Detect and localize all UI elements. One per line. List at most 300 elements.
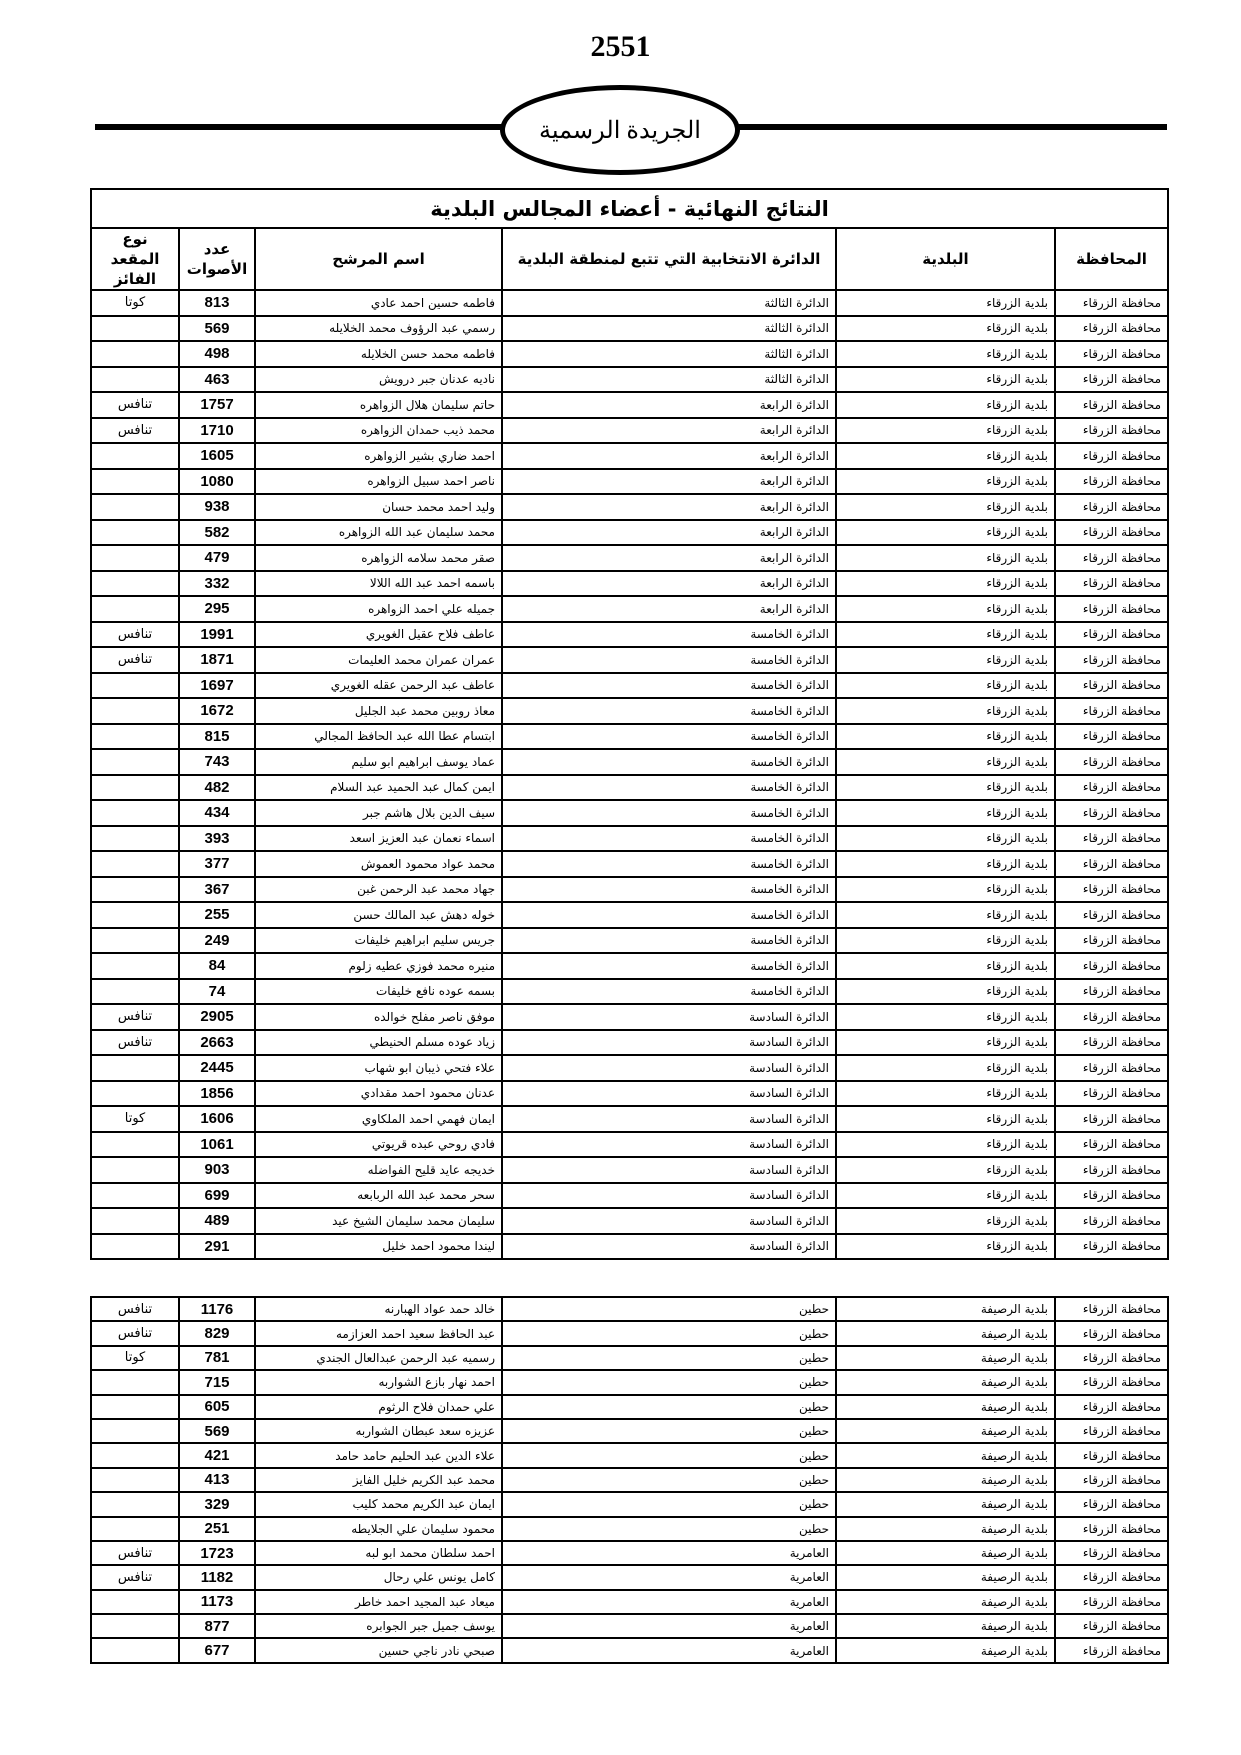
votes-cell: 2905 bbox=[179, 1004, 255, 1030]
seat-type-cell bbox=[91, 800, 179, 826]
votes-cell: 1173 bbox=[179, 1590, 255, 1614]
table-row bbox=[91, 1321, 1168, 1345]
candidate-name-cell: محمود سليمان علي الجلايطه bbox=[255, 1517, 502, 1541]
seat-type-cell bbox=[91, 877, 179, 903]
circle-cell: الدائرة الخامسة bbox=[502, 953, 836, 979]
candidate-name-cell: ابتسام عطا الله عبد الحافظ المجالي bbox=[255, 724, 502, 750]
candidate-name-cell: عاطف عبد الرحمن عقله الغويري bbox=[255, 673, 502, 699]
candidate-name-cell: موفق ناصر مفلح خوالده bbox=[255, 1004, 502, 1030]
circle-cell: حطين bbox=[502, 1370, 836, 1394]
seat-type-cell: تنافس bbox=[91, 392, 179, 418]
circle-cell: حطين bbox=[502, 1419, 836, 1443]
circle-cell: العامرية bbox=[502, 1541, 836, 1565]
municipality-cell: بلدية الزرقاء bbox=[836, 392, 1055, 418]
table-row bbox=[91, 826, 1168, 852]
seat-type-cell bbox=[91, 749, 179, 775]
candidate-name-cell: ايمن كمال عبد الحميد عبد السلام bbox=[255, 775, 502, 801]
votes-cell: 582 bbox=[179, 520, 255, 546]
seat-type-cell bbox=[91, 571, 179, 597]
table-row bbox=[91, 775, 1168, 801]
seat-type-cell: تنافس bbox=[91, 1030, 179, 1056]
circle-cell: الدائرة الخامسة bbox=[502, 877, 836, 903]
votes-cell: 291 bbox=[179, 1234, 255, 1260]
votes-cell: 699 bbox=[179, 1183, 255, 1209]
governorate-cell: محافظة الزرقاء bbox=[1055, 443, 1168, 469]
circle-cell: الدائرة الخامسة bbox=[502, 800, 836, 826]
table-title: النتائج النهائية - أعضاء المجالس البلدية bbox=[91, 189, 1168, 228]
candidate-name-cell: باسمه احمد عبد الله اللالا bbox=[255, 571, 502, 597]
seat-type-cell bbox=[91, 1234, 179, 1260]
circle-cell: الدائرة الرابعة bbox=[502, 596, 836, 622]
seat-type-cell bbox=[91, 826, 179, 852]
votes-cell: 84 bbox=[179, 953, 255, 979]
candidate-name-cell: محمد عواد محمود العموش bbox=[255, 851, 502, 877]
municipality-cell: بلدية الزرقاء bbox=[836, 647, 1055, 673]
governorate-cell: محافظة الزرقاء bbox=[1055, 1081, 1168, 1107]
circle-cell: العامرية bbox=[502, 1565, 836, 1589]
table-row bbox=[91, 367, 1168, 393]
governorate-cell: محافظة الزرقاء bbox=[1055, 749, 1168, 775]
circle-cell: حطين bbox=[502, 1517, 836, 1541]
votes-cell: 2445 bbox=[179, 1055, 255, 1081]
table-row bbox=[91, 1030, 1168, 1056]
governorate-cell: محافظة الزرقاء bbox=[1055, 877, 1168, 903]
votes-cell: 74 bbox=[179, 979, 255, 1005]
table-row bbox=[91, 1208, 1168, 1234]
seat-type-cell: تنافس bbox=[91, 418, 179, 444]
seat-type-cell: تنافس bbox=[91, 1297, 179, 1321]
circle-cell: الدائرة الثالثة bbox=[502, 316, 836, 342]
candidate-name-cell: يوسف جميل جبر الجوابره bbox=[255, 1614, 502, 1638]
governorate-cell: محافظة الزرقاء bbox=[1055, 1370, 1168, 1394]
candidate-name-cell: ليندا محمود احمد خليل bbox=[255, 1234, 502, 1260]
section-rusaifa bbox=[91, 1297, 1168, 1663]
table-row bbox=[91, 1614, 1168, 1638]
municipality-cell: بلدية الزرقاء bbox=[836, 851, 1055, 877]
candidate-name-cell: عبد الحافظ سعيد احمد العزازمه bbox=[255, 1321, 502, 1345]
circle-cell: حطين bbox=[502, 1443, 836, 1467]
candidate-name-cell: محمد عبد الكريم خليل الفايز bbox=[255, 1468, 502, 1492]
seat-type-cell: تنافس bbox=[91, 1541, 179, 1565]
table-row bbox=[91, 877, 1168, 903]
governorate-cell: محافظة الزرقاء bbox=[1055, 928, 1168, 954]
circle-cell: الدائرة الرابعة bbox=[502, 571, 836, 597]
candidate-name-cell: صقر محمد سلامه الزواهره bbox=[255, 545, 502, 571]
municipality-cell: بلدية الرصيفة bbox=[836, 1370, 1055, 1394]
table-row bbox=[91, 673, 1168, 699]
circle-cell: الدائرة الخامسة bbox=[502, 928, 836, 954]
municipality-cell: بلدية الرصيفة bbox=[836, 1492, 1055, 1516]
circle-cell: الدائرة السادسة bbox=[502, 1030, 836, 1056]
votes-cell: 255 bbox=[179, 902, 255, 928]
municipality-cell: بلدية الزرقاء bbox=[836, 367, 1055, 393]
circle-cell: حطين bbox=[502, 1297, 836, 1321]
municipality-cell: بلدية الزرقاء bbox=[836, 877, 1055, 903]
municipality-cell: بلدية الزرقاء bbox=[836, 1208, 1055, 1234]
governorate-cell: محافظة الزرقاء bbox=[1055, 1638, 1168, 1662]
votes-cell: 413 bbox=[179, 1468, 255, 1492]
seat-type-cell bbox=[91, 1081, 179, 1107]
governorate-cell: محافظة الزرقاء bbox=[1055, 1346, 1168, 1370]
votes-cell: 938 bbox=[179, 494, 255, 520]
governorate-cell: محافظة الزرقاء bbox=[1055, 494, 1168, 520]
candidate-name-cell: خوله دهش عبد المالك حسن bbox=[255, 902, 502, 928]
governorate-cell: محافظة الزرقاء bbox=[1055, 571, 1168, 597]
votes-cell: 377 bbox=[179, 851, 255, 877]
votes-cell: 829 bbox=[179, 1321, 255, 1345]
table-row bbox=[91, 443, 1168, 469]
governorate-cell: محافظة الزرقاء bbox=[1055, 775, 1168, 801]
circle-cell: الدائرة الرابعة bbox=[502, 418, 836, 444]
municipality-cell: بلدية الزرقاء bbox=[836, 1055, 1055, 1081]
candidate-name-cell: معاذ روبين محمد عبد الجليل bbox=[255, 698, 502, 724]
table-row bbox=[91, 341, 1168, 367]
table-row bbox=[91, 622, 1168, 648]
candidate-name-cell: حاتم سليمان هلال الزواهره bbox=[255, 392, 502, 418]
circle-cell: الدائرة الرابعة bbox=[502, 443, 836, 469]
circle-cell: الدائرة الخامسة bbox=[502, 698, 836, 724]
circle-cell: الدائرة الخامسة bbox=[502, 673, 836, 699]
municipality-cell: بلدية الزرقاء bbox=[836, 494, 1055, 520]
governorate-cell: محافظة الزرقاء bbox=[1055, 1004, 1168, 1030]
circle-cell: الدائرة الخامسة bbox=[502, 749, 836, 775]
candidate-name-cell: جميله علي احمد الزواهره bbox=[255, 596, 502, 622]
votes-cell: 489 bbox=[179, 1208, 255, 1234]
circle-cell: الدائرة الخامسة bbox=[502, 724, 836, 750]
table-row bbox=[91, 316, 1168, 342]
municipality-cell: بلدية الزرقاء bbox=[836, 418, 1055, 444]
table-row bbox=[91, 1004, 1168, 1030]
circle-cell: الدائرة السادسة bbox=[502, 1183, 836, 1209]
seat-type-cell bbox=[91, 724, 179, 750]
table-row bbox=[91, 1443, 1168, 1467]
votes-cell: 463 bbox=[179, 367, 255, 393]
governorate-cell: محافظة الزرقاء bbox=[1055, 367, 1168, 393]
table-row bbox=[91, 1157, 1168, 1183]
circle-cell: الدائرة الخامسة bbox=[502, 979, 836, 1005]
candidate-name-cell: ايمان فهمي احمد الملكاوي bbox=[255, 1106, 502, 1132]
governorate-cell: محافظة الزرقاء bbox=[1055, 953, 1168, 979]
seat-type-cell bbox=[91, 494, 179, 520]
circle-cell: الدائرة السادسة bbox=[502, 1157, 836, 1183]
votes-cell: 1757 bbox=[179, 392, 255, 418]
candidate-name-cell: صبحي نادر ناجي حسين bbox=[255, 1638, 502, 1662]
candidate-name-cell: سحر محمد عبد الله الربابعه bbox=[255, 1183, 502, 1209]
header-rule-right bbox=[735, 124, 1167, 130]
circle-cell: الدائرة الخامسة bbox=[502, 826, 836, 852]
table-row bbox=[91, 1081, 1168, 1107]
candidate-name-cell: سليمان محمد سليمان الشيخ عيد bbox=[255, 1208, 502, 1234]
seat-type-cell bbox=[91, 851, 179, 877]
governorate-cell: محافظة الزرقاء bbox=[1055, 469, 1168, 495]
votes-cell: 677 bbox=[179, 1638, 255, 1662]
votes-cell: 295 bbox=[179, 596, 255, 622]
candidate-name-cell: علي حمدان فلاح الرثوم bbox=[255, 1395, 502, 1419]
votes-cell: 393 bbox=[179, 826, 255, 852]
candidate-name-cell: وليد احمد محمد حسان bbox=[255, 494, 502, 520]
circle-cell: حطين bbox=[502, 1346, 836, 1370]
seat-type-cell bbox=[91, 520, 179, 546]
circle-cell: الدائرة السادسة bbox=[502, 1234, 836, 1260]
votes-cell: 1080 bbox=[179, 469, 255, 495]
seat-type-cell bbox=[91, 367, 179, 393]
votes-cell: 249 bbox=[179, 928, 255, 954]
table-row bbox=[91, 698, 1168, 724]
municipality-cell: بلدية الزرقاء bbox=[836, 979, 1055, 1005]
seat-type-cell bbox=[91, 1638, 179, 1662]
candidate-name-cell: احمد نهار بازع الشواربه bbox=[255, 1370, 502, 1394]
table-row bbox=[91, 800, 1168, 826]
municipality-cell: بلدية الزرقاء bbox=[836, 596, 1055, 622]
candidate-name-cell: جريس سليم ابراهيم خليفات bbox=[255, 928, 502, 954]
governorate-cell: محافظة الزرقاء bbox=[1055, 520, 1168, 546]
circle-cell: الدائرة السادسة bbox=[502, 1132, 836, 1158]
circle-cell: العامرية bbox=[502, 1638, 836, 1662]
municipality-cell: بلدية الرصيفة bbox=[836, 1517, 1055, 1541]
governorate-cell: محافظة الزرقاء bbox=[1055, 724, 1168, 750]
municipality-cell: بلدية الزرقاء bbox=[836, 800, 1055, 826]
table-row bbox=[91, 1395, 1168, 1419]
municipality-cell: بلدية الزرقاء bbox=[836, 316, 1055, 342]
candidate-name-cell: ناصر احمد سبيل الزواهره bbox=[255, 469, 502, 495]
municipality-cell: بلدية الرصيفة bbox=[836, 1346, 1055, 1370]
governorate-cell: محافظة الزرقاء bbox=[1055, 1517, 1168, 1541]
municipality-cell: بلدية الزرقاء bbox=[836, 749, 1055, 775]
municipality-cell: بلدية الرصيفة bbox=[836, 1419, 1055, 1443]
table-row bbox=[91, 418, 1168, 444]
governorate-cell: محافظة الزرقاء bbox=[1055, 1234, 1168, 1260]
votes-cell: 434 bbox=[179, 800, 255, 826]
governorate-cell: محافظة الزرقاء bbox=[1055, 418, 1168, 444]
candidate-name-cell: سيف الدين بلال هاشم جبر bbox=[255, 800, 502, 826]
table-row bbox=[91, 571, 1168, 597]
candidate-name-cell: عدنان محمود احمد مقدادي bbox=[255, 1081, 502, 1107]
table-row bbox=[91, 851, 1168, 877]
seat-type-cell bbox=[91, 953, 179, 979]
seat-type-cell: تنافس bbox=[91, 647, 179, 673]
governorate-cell: محافظة الزرقاء bbox=[1055, 1055, 1168, 1081]
governorate-cell: محافظة الزرقاء bbox=[1055, 1419, 1168, 1443]
seat-type-cell bbox=[91, 443, 179, 469]
circle-cell: الدائرة الخامسة bbox=[502, 851, 836, 877]
table-row bbox=[91, 979, 1168, 1005]
votes-cell: 479 bbox=[179, 545, 255, 571]
municipality-cell: بلدية الزرقاء bbox=[836, 928, 1055, 954]
seat-type-cell bbox=[91, 775, 179, 801]
candidate-name-cell: عماد يوسف ابراهيم ابو سليم bbox=[255, 749, 502, 775]
page-number: 2551 bbox=[590, 30, 651, 63]
governorate-cell: محافظة الزرقاء bbox=[1055, 1395, 1168, 1419]
seat-type-cell bbox=[91, 1590, 179, 1614]
circle-cell: الدائرة الرابعة bbox=[502, 469, 836, 495]
governorate-cell: محافظة الزرقاء bbox=[1055, 673, 1168, 699]
table-row bbox=[91, 1517, 1168, 1541]
governorate-cell: محافظة الزرقاء bbox=[1055, 1443, 1168, 1467]
table-row bbox=[91, 545, 1168, 571]
municipality-cell: بلدية الرصيفة bbox=[836, 1297, 1055, 1321]
seat-type-cell: تنافس bbox=[91, 1321, 179, 1345]
seat-type-cell bbox=[91, 1055, 179, 1081]
votes-cell: 1176 bbox=[179, 1297, 255, 1321]
circle-cell: الدائرة الخامسة bbox=[502, 647, 836, 673]
table-row bbox=[91, 647, 1168, 673]
governorate-cell: محافظة الزرقاء bbox=[1055, 1208, 1168, 1234]
votes-cell: 1606 bbox=[179, 1106, 255, 1132]
municipality-cell: بلدية الزرقاء bbox=[836, 469, 1055, 495]
candidate-name-cell: عاطف فلاح عقيل الغويري bbox=[255, 622, 502, 648]
governorate-cell: محافظة الزرقاء bbox=[1055, 979, 1168, 1005]
municipality-cell: بلدية الزرقاء bbox=[836, 724, 1055, 750]
governorate-cell: محافظة الزرقاء bbox=[1055, 902, 1168, 928]
table-row bbox=[91, 1565, 1168, 1589]
municipality-cell: بلدية الرصيفة bbox=[836, 1321, 1055, 1345]
table-row bbox=[91, 1419, 1168, 1443]
candidate-name-cell: منيره محمد فوزي عطيه زلوم bbox=[255, 953, 502, 979]
circle-cell: الدائرة الخامسة bbox=[502, 902, 836, 928]
municipality-cell: بلدية الزرقاء bbox=[836, 673, 1055, 699]
governorate-cell: محافظة الزرقاء bbox=[1055, 1157, 1168, 1183]
candidate-name-cell: رسمي عبد الرؤوف محمد الخلايله bbox=[255, 316, 502, 342]
candidate-name-cell: ميعاد عبد المجيد احمد خاطر bbox=[255, 1590, 502, 1614]
municipality-cell: بلدية الرصيفة bbox=[836, 1565, 1055, 1589]
circle-cell: الدائرة السادسة bbox=[502, 1106, 836, 1132]
governorate-cell: محافظة الزرقاء bbox=[1055, 1590, 1168, 1614]
governorate-cell: محافظة الزرقاء bbox=[1055, 1030, 1168, 1056]
seat-type-cell: كوتا bbox=[91, 290, 179, 316]
municipality-cell: بلدية الزرقاء bbox=[836, 1081, 1055, 1107]
municipality-cell: بلدية الزرقاء bbox=[836, 520, 1055, 546]
governorate-cell: محافظة الزرقاء bbox=[1055, 1132, 1168, 1158]
municipality-cell: بلدية الرصيفة bbox=[836, 1468, 1055, 1492]
municipality-cell: بلدية الرصيفة bbox=[836, 1541, 1055, 1565]
header-seat-type: نوع المقعد الفائز bbox=[91, 228, 179, 290]
votes-cell: 251 bbox=[179, 1517, 255, 1541]
table-row bbox=[91, 1132, 1168, 1158]
votes-cell: 2663 bbox=[179, 1030, 255, 1056]
header-governorate: المحافظة bbox=[1055, 228, 1168, 290]
candidate-name-cell: علاء فتحي ذيبان ابو شهاب bbox=[255, 1055, 502, 1081]
candidate-name-cell: جهاد محمد عبد الرحمن غبن bbox=[255, 877, 502, 903]
circle-cell: الدائرة الثالثة bbox=[502, 290, 836, 316]
governorate-cell: محافظة الزرقاء bbox=[1055, 545, 1168, 571]
seat-type-cell bbox=[91, 1419, 179, 1443]
candidate-name-cell: كامل يونس علي رحال bbox=[255, 1565, 502, 1589]
table-row bbox=[91, 1297, 1168, 1321]
votes-cell: 421 bbox=[179, 1443, 255, 1467]
municipality-cell: بلدية الزرقاء bbox=[836, 902, 1055, 928]
circle-cell: الدائرة السادسة bbox=[502, 1055, 836, 1081]
municipality-cell: بلدية الزرقاء bbox=[836, 826, 1055, 852]
seat-type-cell bbox=[91, 902, 179, 928]
votes-cell: 1856 bbox=[179, 1081, 255, 1107]
governorate-cell: محافظة الزرقاء bbox=[1055, 341, 1168, 367]
table-row bbox=[91, 928, 1168, 954]
municipality-cell: بلدية الزرقاء bbox=[836, 290, 1055, 316]
header-votes: عدد الأصوات bbox=[179, 228, 255, 290]
municipality-cell: بلدية الزرقاء bbox=[836, 1030, 1055, 1056]
seat-type-cell: تنافس bbox=[91, 1565, 179, 1589]
seat-type-cell bbox=[91, 469, 179, 495]
circle-cell: الدائرة الرابعة bbox=[502, 520, 836, 546]
municipality-cell: بلدية الزرقاء bbox=[836, 1004, 1055, 1030]
votes-cell: 605 bbox=[179, 1395, 255, 1419]
governorate-cell: محافظة الزرقاء bbox=[1055, 826, 1168, 852]
table-row bbox=[91, 596, 1168, 622]
candidate-name-cell: فاطمه محمد حسن الخلايله bbox=[255, 341, 502, 367]
results-table bbox=[90, 188, 1169, 1260]
seat-type-cell bbox=[91, 545, 179, 571]
municipality-cell: بلدية الرصيفة bbox=[836, 1614, 1055, 1638]
circle-cell: الدائرة الرابعة bbox=[502, 494, 836, 520]
table-row bbox=[91, 902, 1168, 928]
governorate-cell: محافظة الزرقاء bbox=[1055, 316, 1168, 342]
votes-cell: 781 bbox=[179, 1346, 255, 1370]
candidate-name-cell: عزيزه سعد عبطان الشواربه bbox=[255, 1419, 502, 1443]
seat-type-cell bbox=[91, 698, 179, 724]
table-row bbox=[91, 1234, 1168, 1260]
municipality-cell: بلدية الزرقاء bbox=[836, 622, 1055, 648]
votes-cell: 1723 bbox=[179, 1541, 255, 1565]
seat-type-cell bbox=[91, 1468, 179, 1492]
table-row bbox=[91, 953, 1168, 979]
votes-cell: 367 bbox=[179, 877, 255, 903]
circle-cell: الدائرة السادسة bbox=[502, 1208, 836, 1234]
section-zarqa bbox=[91, 290, 1168, 1259]
votes-cell: 498 bbox=[179, 341, 255, 367]
votes-cell: 329 bbox=[179, 1492, 255, 1516]
votes-cell: 1697 bbox=[179, 673, 255, 699]
seat-type-cell bbox=[91, 316, 179, 342]
seat-type-cell bbox=[91, 596, 179, 622]
circle-cell: الدائرة الخامسة bbox=[502, 622, 836, 648]
municipality-cell: بلدية الزرقاء bbox=[836, 1106, 1055, 1132]
candidate-name-cell: خديجه عايد قليح الفواضله bbox=[255, 1157, 502, 1183]
votes-cell: 1710 bbox=[179, 418, 255, 444]
table-row bbox=[91, 392, 1168, 418]
seat-type-cell bbox=[91, 1183, 179, 1209]
seat-type-cell: تنافس bbox=[91, 622, 179, 648]
table-row bbox=[91, 1492, 1168, 1516]
header-rule-left bbox=[95, 124, 505, 130]
candidate-name-cell: ناديه عدنان جبر درويش bbox=[255, 367, 502, 393]
circle-cell: الدائرة الخامسة bbox=[502, 775, 836, 801]
governorate-cell: محافظة الزرقاء bbox=[1055, 1321, 1168, 1345]
municipality-cell: بلدية الزرقاء bbox=[836, 698, 1055, 724]
seat-type-cell bbox=[91, 1517, 179, 1541]
votes-cell: 815 bbox=[179, 724, 255, 750]
table-row bbox=[91, 749, 1168, 775]
governorate-cell: محافظة الزرقاء bbox=[1055, 1183, 1168, 1209]
table-row bbox=[91, 1370, 1168, 1394]
header-name: اسم المرشح bbox=[255, 228, 502, 290]
table-row bbox=[91, 520, 1168, 546]
circle-cell: الدائرة السادسة bbox=[502, 1004, 836, 1030]
circle-cell: حطين bbox=[502, 1395, 836, 1419]
governorate-cell: محافظة الزرقاء bbox=[1055, 851, 1168, 877]
table-row bbox=[91, 1638, 1168, 1662]
municipality-cell: بلدية الزرقاء bbox=[836, 775, 1055, 801]
municipality-cell: بلدية الرصيفة bbox=[836, 1638, 1055, 1662]
table-row bbox=[91, 1468, 1168, 1492]
candidate-name-cell: احمد سلطان محمد ابو لبه bbox=[255, 1541, 502, 1565]
votes-cell: 1991 bbox=[179, 622, 255, 648]
seat-type-cell bbox=[91, 979, 179, 1005]
seat-type-cell bbox=[91, 1492, 179, 1516]
candidate-name-cell: علاء الدين عبد الحليم حامد حامد bbox=[255, 1443, 502, 1467]
municipality-cell: بلدية الزرقاء bbox=[836, 443, 1055, 469]
municipality-cell: بلدية الزرقاء bbox=[836, 1183, 1055, 1209]
municipality-cell: بلدية الرصيفة bbox=[836, 1590, 1055, 1614]
